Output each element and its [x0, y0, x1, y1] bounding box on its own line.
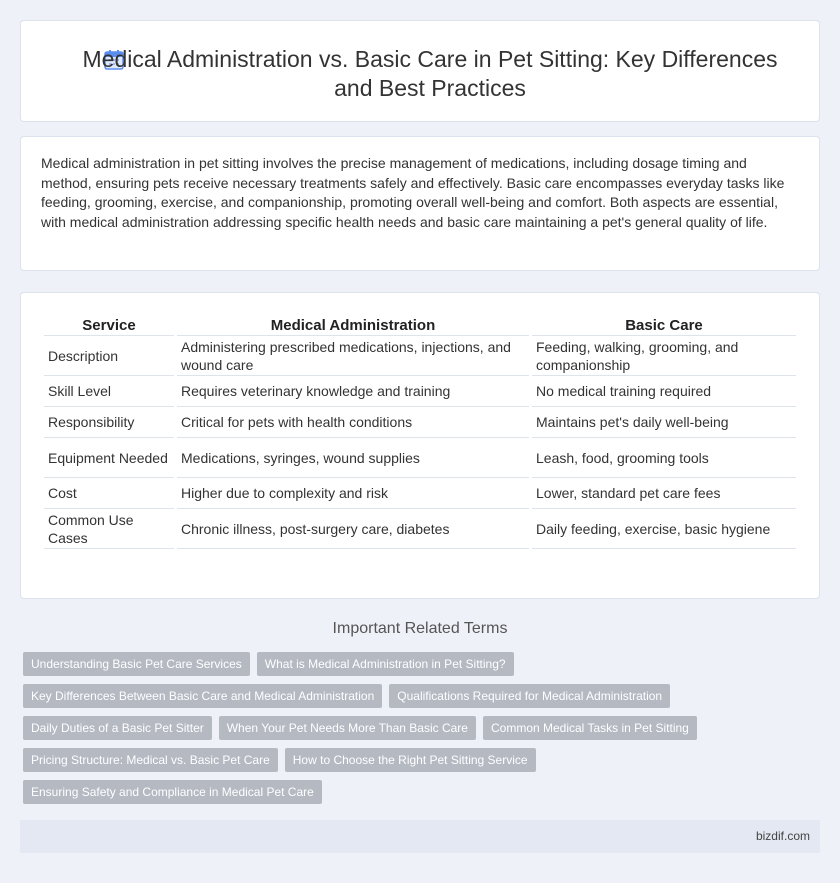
- table-cell: Cost: [44, 478, 174, 509]
- table-header: Service: [44, 315, 174, 336]
- table-cell: Description: [44, 336, 174, 376]
- table-cell: Administering prescribed medications, injections, and wound care: [177, 336, 529, 376]
- table-cell: Equipment Needed: [44, 438, 174, 478]
- related-term-tag[interactable]: When Your Pet Needs More Than Basic Care: [219, 716, 476, 740]
- table-cell: Lower, standard pet care fees: [532, 478, 796, 509]
- related-term-tag[interactable]: How to Choose the Right Pet Sitting Service: [285, 748, 536, 772]
- table-cell: Chronic illness, post-surgery care, diabetes: [177, 509, 529, 549]
- related-terms-title: Important Related Terms: [332, 620, 508, 637]
- table-cell: No medical training required: [532, 376, 796, 407]
- comparison-table-card: [20, 292, 820, 599]
- table-cell: Feeding, walking, grooming, and companionship: [532, 336, 796, 376]
- table-cell: Higher due to complexity and risk: [177, 478, 529, 509]
- site-name[interactable]: bizdif.com: [755, 829, 810, 843]
- header-card: [20, 20, 820, 122]
- related-terms-list: [23, 652, 783, 812]
- table-row: [44, 438, 796, 478]
- table-row: [44, 407, 796, 438]
- table-row: [44, 478, 796, 509]
- intro-text: Medical administration in pet sitting involves the precise management of medications, including dosage timing and method, ensuring pets receive necessary treatments safely and effectively. Basic care encompasses everyday tasks like feeding, grooming, exercise, and companionship, promoting overall well-being and comfort. Both aspects are essential, with medical administration addressing specific health needs and basic care maintaining a pet's general quality of life.: [41, 155, 785, 230]
- table-cell: Daily feeding, exercise, basic hygiene: [532, 509, 796, 549]
- table-row: [44, 336, 796, 376]
- table-cell: Maintains pet's daily well-being: [532, 407, 796, 438]
- intro-card: [20, 136, 820, 271]
- related-term-tag[interactable]: Understanding Basic Pet Care Services: [23, 652, 250, 676]
- table-header: Medical Administration: [177, 315, 529, 336]
- table-row: [44, 376, 796, 407]
- table-row: [44, 509, 796, 549]
- related-term-tag[interactable]: Daily Duties of a Basic Pet Sitter: [23, 716, 212, 740]
- table-cell: Responsibility: [44, 407, 174, 438]
- table-header: Basic Care: [532, 315, 796, 336]
- related-term-tag[interactable]: Qualifications Required for Medical Administration: [389, 684, 670, 708]
- related-term-tag[interactable]: Key Differences Between Basic Care and Medical Administration: [23, 684, 382, 708]
- table-cell: Requires veterinary knowledge and training: [177, 376, 529, 407]
- table-cell: Common Use Cases: [44, 509, 174, 549]
- table-cell: Medications, syringes, wound supplies: [177, 438, 529, 478]
- related-term-tag[interactable]: Common Medical Tasks in Pet Sitting: [483, 716, 697, 740]
- related-term-tag[interactable]: What is Medical Administration in Pet Sitting?: [257, 652, 514, 676]
- table-cell: Skill Level: [44, 376, 174, 407]
- table-cell: Leash, food, grooming tools: [532, 438, 796, 478]
- page-title: Medical Administration vs. Basic Care in Pet Sitting: Key Differences and Best Practices: [82, 46, 778, 101]
- table-cell: Critical for pets with health conditions: [177, 407, 529, 438]
- comparison-table: [41, 315, 799, 549]
- related-term-tag[interactable]: Ensuring Safety and Compliance in Medical Pet Care: [23, 780, 322, 804]
- footer: [20, 820, 820, 853]
- related-term-tag[interactable]: Pricing Structure: Medical vs. Basic Pet Care: [23, 748, 278, 772]
